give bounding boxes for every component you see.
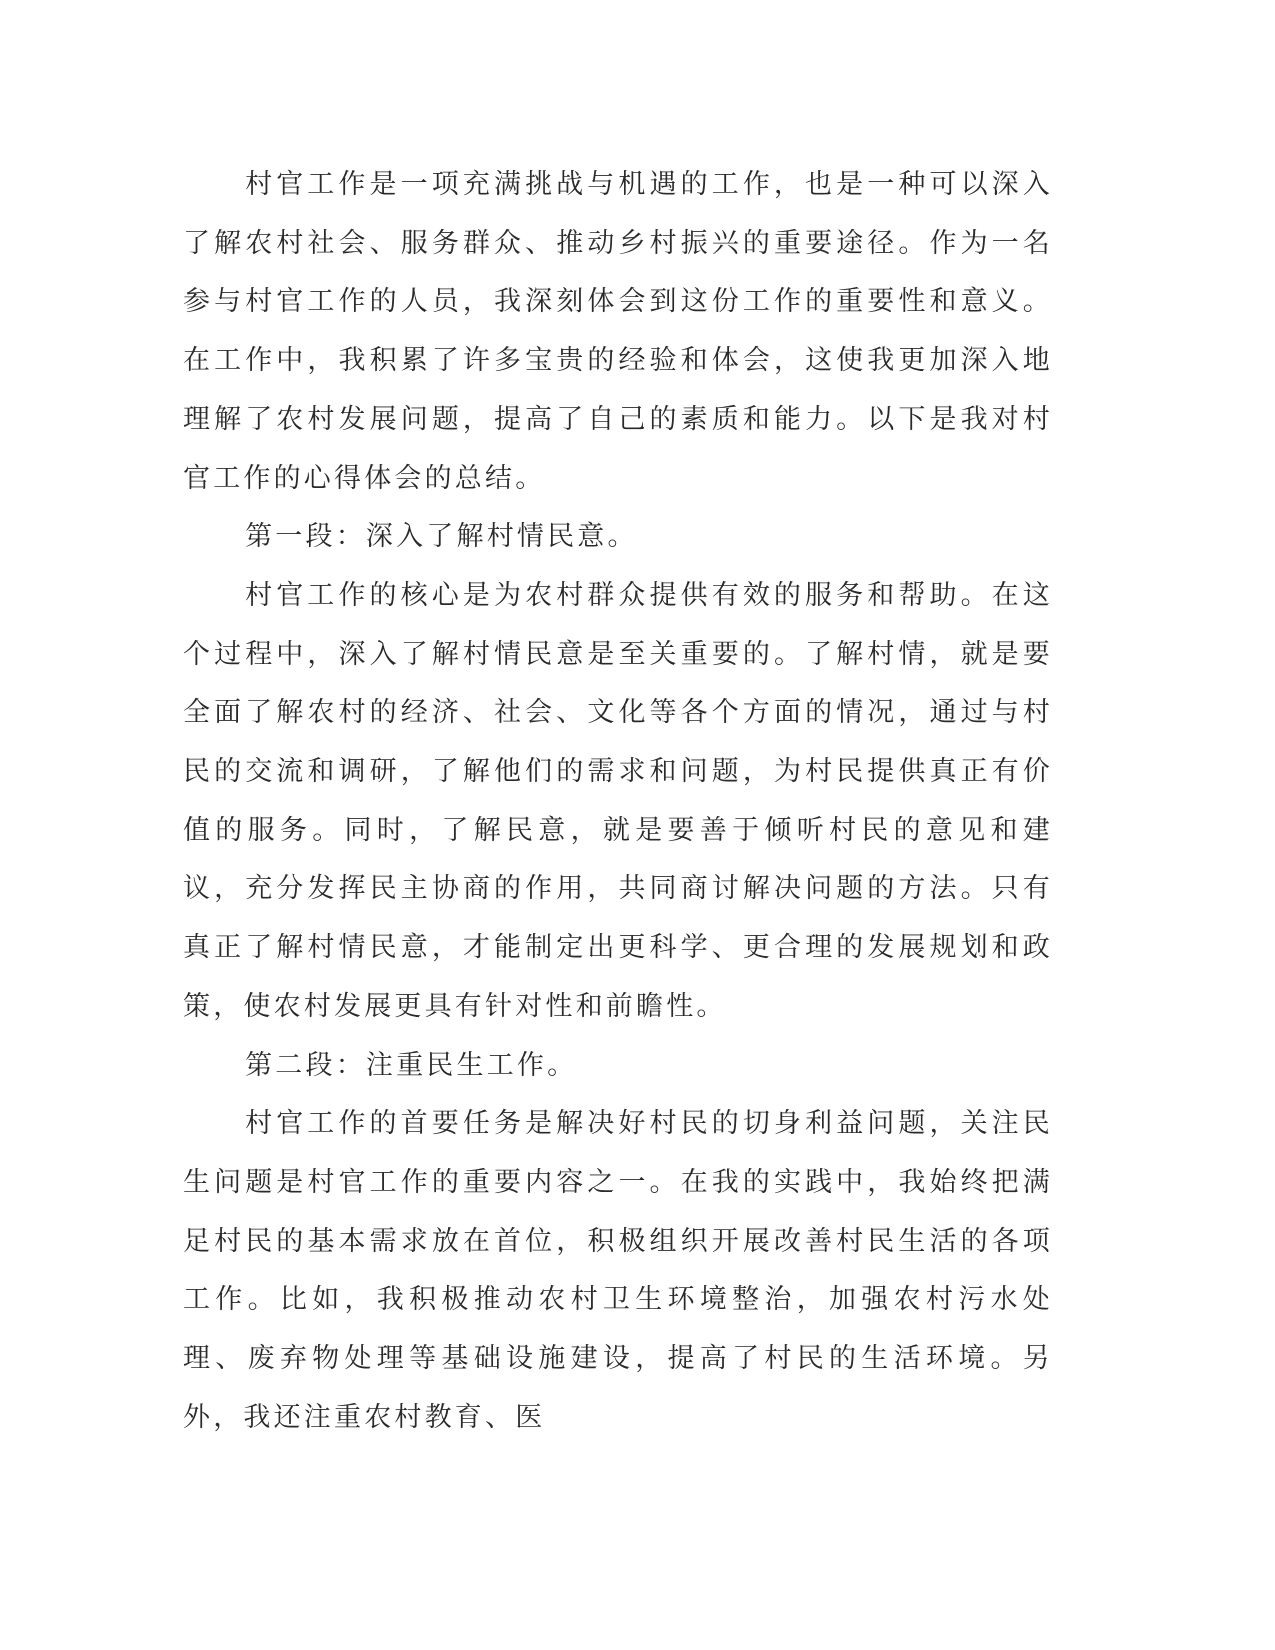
section-heading-1: 第一段：深入了解村情民意。 (245, 521, 638, 553)
section-paragraph-1: 村官工作的核心是为农村群众提供有效的服务和帮助。在这个过程中，深入了解村情民意是至关重要的。了解村情，就是要全面了解农村的经济、社会、文化等各个方面的情况，通过与村民的交流和调研，了解他们的需求和问题，为村民提供真正有价值的服务。同时，了解民意，就是要善于倾听村民的意见和建议，充分发挥民主协商的作用，共同商讨解决问题的方法。只有真正了解村情民意，才能制定出更科学、更合理的发展规划和政策，使农村发展更具有针对性和前瞻性。 (183, 579, 1053, 1022)
document-body (183, 156, 1053, 1447)
section-heading-2: 第二段：注重民生工作。 (245, 1049, 578, 1081)
intro-paragraph: 村官工作是一项充满挑战与机遇的工作，也是一种可以深入了解农村社会、服务群众、推动乡村振兴的重要途径。作为一名参与村官工作的人员，我深刻体会到这份工作的重要性和意义。在工作中，我积累了许多宝贵的经验和体会，这使我更加深入地理解了农村发展问题，提高了自己的素质和能力。以下是我对村官工作的心得体会的总结。 (183, 169, 1053, 494)
section-paragraph-2: 村官工作的首要任务是解决好村民的切身利益问题，关注民生问题是村官工作的重要内容之一。在我的实践中，我始终把满足村民的基本需求放在首位，积极组织开展改善村民生活的各项工作。比如，我积极推动农村卫生环境整治，加强农村污水处理、废弃物处理等基础设施建设，提高了村民的生活环境。另外，我还注重农村教育、医 (183, 1108, 1053, 1433)
